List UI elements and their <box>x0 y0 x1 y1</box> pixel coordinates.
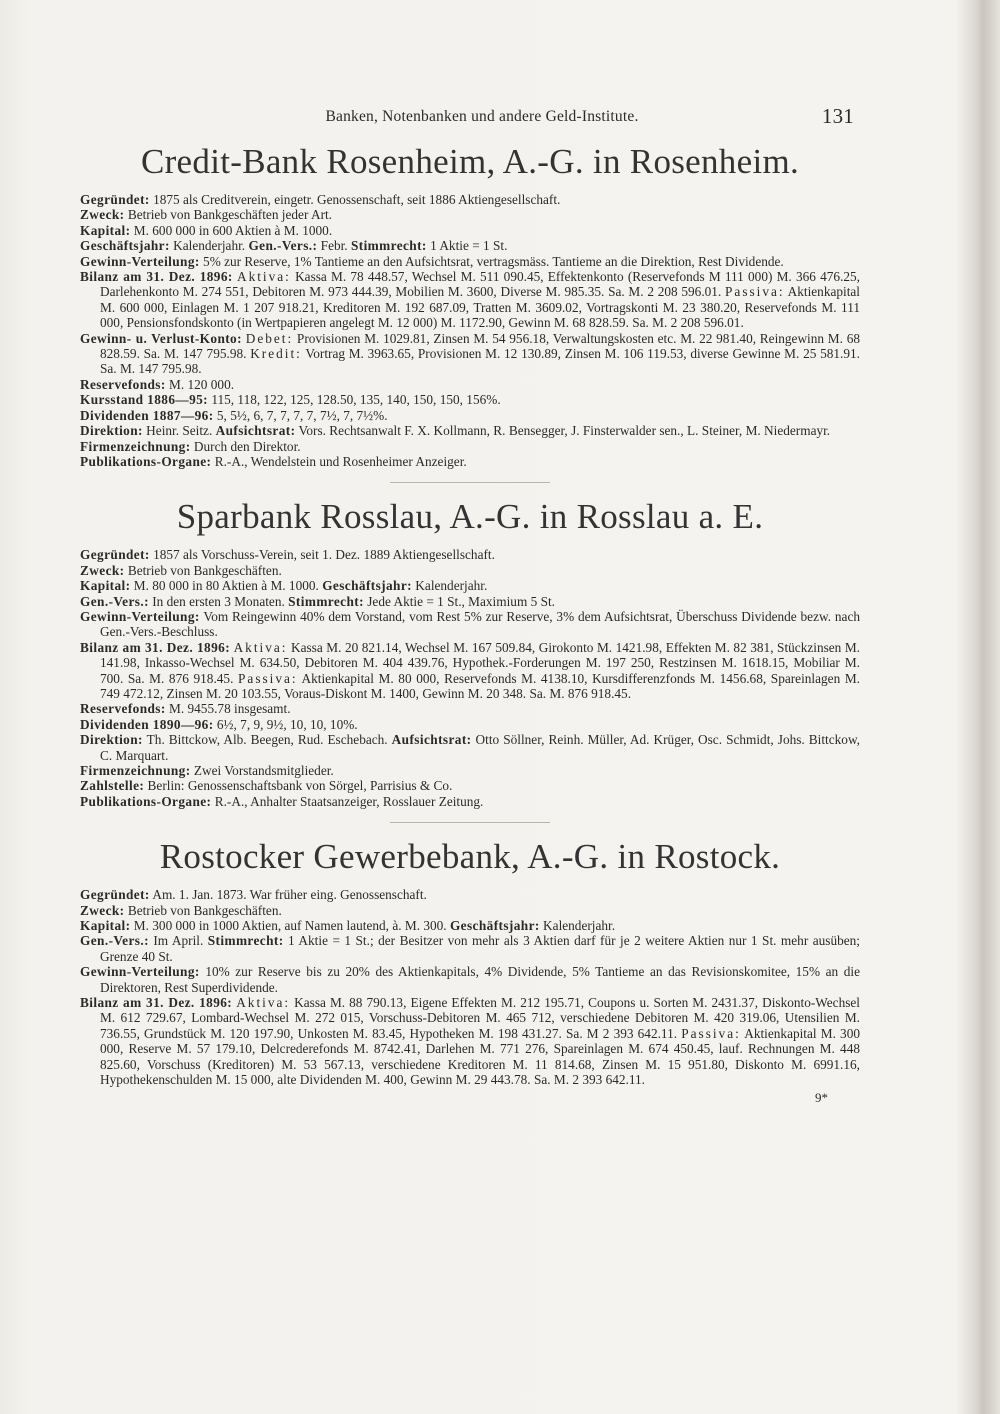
account-heading: Passiva: <box>238 670 298 686</box>
field-label: Zweck: <box>80 562 125 578</box>
field-text: Kalenderjahr. <box>539 918 616 934</box>
section-entries <box>80 192 860 469</box>
field-text: Betrieb von Bankgeschäften jeder Art. <box>124 207 333 223</box>
field-text: Heinr. Seitz. <box>142 423 216 439</box>
field-label: Gewinn-Verteilung: <box>80 253 200 269</box>
field-label: Gewinn- u. Verlust-Konto: <box>80 330 242 346</box>
field-label: Kursstand 1886—95: <box>80 392 208 408</box>
field-label: Gen.-Vers.: <box>80 593 149 609</box>
field-label: Bilanz am 31. Dez. 1896: <box>80 269 233 285</box>
field-label: Stimmrecht: <box>350 238 427 254</box>
field-text: Provisionen M. 1029.81, Zinsen M. 54 956.18, Verwaltungskosten etc. M. 22 981.40, Reingewinn M. 68 828.59. Sa. M. 147 795.98. <box>100 330 861 362</box>
entry-paragraph <box>80 377 860 392</box>
field-text: R.-A., Anhalter Staatsanzeiger, Rosslauer Zeitung. <box>211 793 484 809</box>
field-text: 115, 118, 122, 125, 128.50, 135, 140, 150, 150, 156%. <box>208 392 501 408</box>
account-heading: Kredit: <box>250 346 302 362</box>
entry-paragraph <box>80 192 860 207</box>
account-heading: Debet: <box>245 330 294 346</box>
account-heading: Aktiva: <box>233 639 288 655</box>
field-text: M. 300 000 in 1000 Aktien, auf Namen lautend, à. M. 300. <box>130 918 450 934</box>
field-text: Berlin: Genossenschaftsbank von Sörgel, Parrisius & Co. <box>144 778 453 794</box>
field-label: Publikations-Organe: <box>80 453 212 469</box>
entry-paragraph <box>80 439 860 454</box>
field-text: Zwei Vorstandsmitglieder. <box>190 763 334 778</box>
field-label: Geschäftsjahr: <box>322 578 412 594</box>
field-text: 1 Aktie = 1 St.; der Besitzer von mehr als 3 Aktien darf für je 2 weitere Aktien nur 1 St. mehr ausüben; Grenze 40 St. <box>100 933 860 964</box>
entry-paragraph <box>80 207 860 222</box>
field-text: Kassa M. 88 790.13, Eigene Effekten M. 212 195.71, Coupons u. Sorten M. 2431.37, Diskonto-Wechsel M. 612 729.67, Lombard-Wechsel M. 272 015, Vorschuss-Debitoren M. 465 712, verschiedene Debitoren M. 420 319.06, Utensilien M. 736.55, Grundstück M. 120 197.90, Unkosten M. 83.45, Hypotheken M. 198 431.27. Sa. M 2 393 642.11. <box>100 995 860 1041</box>
field-text: 1875 als Creditverein, eingetr. Genossenschaft, seit 1886 Aktiengesellschaft. <box>149 192 561 207</box>
entry-paragraph <box>80 408 860 423</box>
entry-paragraph <box>80 423 860 438</box>
field-label: Gegründet: <box>80 887 150 903</box>
field-text: 5% zur Reserve, 1% Tantieme an den Aufsichtsrat, vertragsmäss. Tantieme an die Direktion, Rest Dividende. <box>199 253 784 269</box>
field-label: Kapital: <box>80 222 131 238</box>
field-text: Betrieb von Bankgeschäften. <box>124 902 282 918</box>
entry-paragraph <box>80 964 860 995</box>
field-label: Zweck: <box>80 902 125 918</box>
field-text: Kassa M. 20 821.14, Wechsel M. 167 509.84, Girokonto M. 1421.98, Effekten M. 82 381, Stückzinsen M. 141.98, Inkasso-Wechsel M. 634.50, Debitoren M. 404 439.76, Hypothek.-Forderungen M. 197 250, Restzinsen M. 1618.15, Mobiliar M. 700. Sa. M. 876 918.45. <box>100 639 860 686</box>
field-text: Aktienkapital M. 80 000, Reservefonds M. 4138.10, Kursdifferenzfonds M. 1456.68, Spareinlagen M. 749 472.12, Zinsen M. 20 103.55, Voraus-Diskont M. 1400, Gewinn M. 20 348. Sa. M. 876 918.45. <box>100 670 860 701</box>
field-text: 1 Aktie = 1 St. <box>426 238 508 254</box>
field-label: Geschäftsjahr: <box>80 238 170 254</box>
field-text: Am. 1. Jan. 1873. War früher eing. Genossenschaft. <box>149 887 427 903</box>
page-number: 131 <box>821 104 854 128</box>
field-text: R.-A., Wendelstein und Rosenheimer Anzeiger. <box>211 453 467 469</box>
entry-paragraph <box>80 609 860 640</box>
field-label: Dividenden 1887—96: <box>80 407 214 423</box>
field-label: Gewinn-Verteilung: <box>80 608 200 624</box>
running-head <box>80 104 860 134</box>
field-text: Betrieb von Bankgeschäften. <box>124 562 282 578</box>
entry-paragraph <box>80 254 860 269</box>
field-label: Zweck: <box>80 207 125 223</box>
entry-paragraph <box>80 903 860 918</box>
field-text: M. 120 000. <box>165 376 235 392</box>
entry-paragraph <box>80 933 860 964</box>
entry-paragraph <box>80 223 860 238</box>
entry-paragraph <box>80 238 860 253</box>
field-text: Im April. <box>148 933 208 949</box>
book-spine <box>958 0 1000 1414</box>
field-label: Gegründet: <box>80 547 150 563</box>
field-text: Febr. <box>317 238 351 254</box>
section-title: Rostocker Gewerbebank, A.-G. in Rostock. <box>159 837 781 877</box>
account-heading: Passiva: <box>681 1025 741 1041</box>
field-label: Bilanz am 31. Dez. 1896: <box>80 639 231 655</box>
section-sparbank-rosslau <box>80 497 860 809</box>
running-title: Banken, Notenbanken und andere Geld-Institute. <box>325 108 639 125</box>
field-text: Otto Söllner, Reinh. Müller, Ad. Krüger, Osc. Schmidt, Johs. Bittckow, C. Marquart. <box>100 732 861 763</box>
section-title: Sparbank Rosslau, A.-G. in Rosslau a. E. <box>176 497 764 537</box>
field-label: Gen.-Vers.: <box>80 933 149 949</box>
field-text: Vortrag M. 3963.65, Provisionen M. 12 130.89, Zinsen M. 106 119.53, diverse Gewinne M. 25 581.91. Sa. M. 147 795.98. <box>100 346 860 377</box>
field-text: M. 600 000 in 600 Aktien à M. 1000. <box>130 222 333 238</box>
field-text: In den ersten 3 Monaten. <box>148 593 289 609</box>
field-label: Gegründet: <box>80 192 150 207</box>
field-label: Firmenzeichnung: <box>80 763 191 778</box>
field-label: Direktion: <box>80 732 143 748</box>
field-label: Aufsichtsrat: <box>215 423 296 439</box>
field-text: Kalenderjahr. <box>411 578 488 594</box>
signature-mark: 9* <box>815 1089 828 1105</box>
entry-paragraph <box>80 640 860 702</box>
field-label: Reservefonds: <box>80 701 166 717</box>
entry-paragraph <box>80 701 860 716</box>
field-label: Kapital: <box>80 918 131 934</box>
field-text: Vors. Rechtsanwalt F. X. Kollmann, R. Bensegger, J. Finsterwalder sen., L. Steiner, M. Niedermayr. <box>295 423 831 439</box>
field-label: Publikations-Organe: <box>80 793 212 809</box>
field-text: Aktienkapital M. 300 000, Reserve M. 57 179.10, Delcrederefonds M. 8742.41, Darlehen M. 771 276, Spareinlagen M. 674 450.45, lauf. Rechnungen M. 448 825.60, Vorschuss (Kreditoren) M. 53 567.13, verschiedene Kreditoren M. 11 814.68, Zinsen M. 15 951.80, Diskonto M. 6991.16, Hypothekenschulden M. 15 000, alte Dividenden M. 400, Gewinn M. 29 443.78. Sa. M. 2 393 642.11. <box>100 1025 860 1088</box>
field-text: 5, 5½, 6, 7, 7, 7, 7, 7½, 7, 7½%. <box>213 407 388 423</box>
field-text: 10% zur Reserve bis zu 20% des Aktienkapitals, 4% Dividende, 5% Tantieme an das Revisionskomitee, 15% an die Direktoren, Rest Superdividende. <box>100 964 860 995</box>
field-text: Aktienkapital M. 600 000, Einlagen M. 1 207 918.21, Kreditoren M. 192 687.09, Tratten M. 3609.02, Vortragskonti M. 23 380.20, Reservefonds M. 111 000, Pensionsfondskonto (in Wertpapieren angelegt M. 12 000) M. 1172.90, Gewinn M. 68 828.59. Sa. M. 2 208 596.01. <box>100 284 861 331</box>
entry-paragraph <box>80 918 860 933</box>
field-text: Durch den Direktor. <box>190 438 301 454</box>
account-heading: Aktiva: <box>236 269 291 285</box>
field-label: Gewinn-Verteilung: <box>80 964 200 980</box>
field-label: Stimmrecht: <box>207 933 284 949</box>
field-label: Bilanz am 31. Dez. 1896: <box>80 995 233 1011</box>
field-text: 1857 als Vorschuss-Verein, seit 1. Dez. 1889 Aktiengesellschaft. <box>149 547 495 563</box>
section-title: Credit-Bank Rosenheim, A.-G. in Rosenheim. <box>140 142 800 181</box>
entry-paragraph <box>80 454 860 469</box>
entry-paragraph <box>80 732 860 763</box>
field-label: Gen.-Vers.: <box>248 238 318 254</box>
document-body <box>80 104 860 1106</box>
section-rostocker-gewerbebank <box>80 837 860 1087</box>
entry-paragraph <box>80 392 860 407</box>
section-credit-bank-rosenheim <box>80 142 860 469</box>
field-text: 6½, 7, 9, 9½, 10, 10, 10%. <box>213 716 358 732</box>
entry-paragraph <box>80 995 860 1087</box>
field-text: Jede Aktie = 1 St., Maximium 5 St. <box>363 593 555 609</box>
entry-paragraph <box>80 794 860 809</box>
field-label: Reservefonds: <box>80 376 166 392</box>
entry-paragraph <box>80 594 860 609</box>
field-text: M. 80 000 in 80 Aktien à M. 1000. <box>130 578 323 594</box>
field-text: Kalenderjahr. <box>169 238 249 254</box>
field-label: Kapital: <box>80 578 131 594</box>
section-entries <box>80 887 860 1087</box>
entry-paragraph <box>80 547 860 562</box>
section-divider <box>390 482 550 483</box>
entry-paragraph <box>80 578 860 593</box>
entry-paragraph <box>80 717 860 732</box>
field-label: Stimmrecht: <box>288 593 364 609</box>
account-heading: Aktiva: <box>236 995 291 1011</box>
entry-paragraph <box>80 563 860 578</box>
entry-paragraph <box>80 763 860 778</box>
field-text: Vom Reingewinn 40% dem Vorstand, vom Rest 5% zur Reserve, 3% dem Aufsichtsrat, Überschuss Dividende bezw. nach Gen.-Vers.-Beschluss. <box>100 608 860 640</box>
field-label: Dividenden 1890—96: <box>80 716 214 732</box>
entry-paragraph <box>80 887 860 902</box>
field-text: M. 9455.78 insgesamt. <box>165 701 291 717</box>
entry-paragraph <box>80 331 860 377</box>
entry-paragraph <box>80 778 860 793</box>
field-label: Aufsichtsrat: <box>391 732 472 748</box>
field-label: Direktion: <box>80 423 143 439</box>
section-entries <box>80 547 860 809</box>
field-label: Zahlstelle: <box>80 778 145 794</box>
field-text: Kassa M. 78 448.57, Wechsel M. 511 090.45, Effektenkonto (Reservefonds M 111 000) M. 366 476.25, Darlehenkonto M. 274 551, Debitoren M. 973 444.39, Mobilien M. 3600, Diverse M. 985.35. Sa. M. 2 208 596.01. <box>100 269 861 300</box>
account-heading: Passiva: <box>725 284 785 300</box>
field-label: Geschäftsjahr: <box>449 918 540 934</box>
section-divider <box>390 822 550 823</box>
field-text: Th. Bittckow, Alb. Beegen, Rud. Eschebach. <box>142 732 392 748</box>
entry-paragraph <box>80 269 860 331</box>
field-label: Firmenzeichnung: <box>80 438 191 454</box>
